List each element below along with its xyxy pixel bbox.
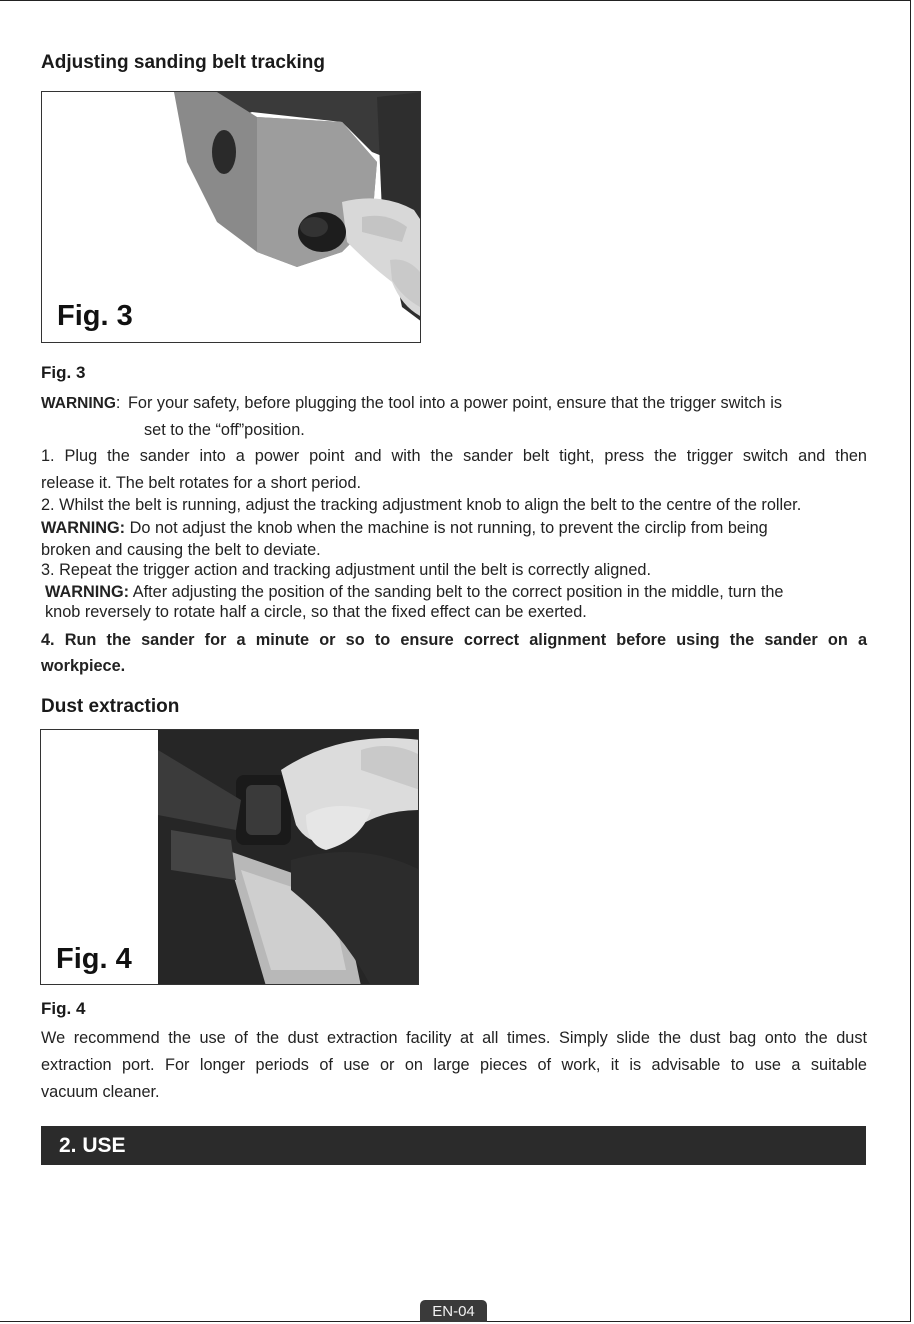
figure-4-caption: Fig. 4 (41, 999, 86, 1018)
step-4-line-2: workpiece. (41, 657, 126, 675)
dust-para-line-2: extraction port. For longer periods of use or on large pieces of work, it is advisable to use a suitable (41, 1056, 867, 1074)
section-title-dust-extraction: Dust extraction (41, 696, 180, 717)
step-1-line-1: 1. Plug the sander into a power point and with the sander belt tight, press the trigger switch and then (41, 447, 867, 465)
figure-3-caption: Fig. 3 (41, 363, 86, 382)
warning-2-text-1: Do not adjust the knob when the machine is not running, to prevent the circlip from being (125, 519, 768, 537)
warning-2-label: WARNING: (41, 519, 126, 537)
step-2: 2. Whilst the belt is running, adjust the tracking adjustment knob to align the belt to the centre of the roller. (41, 496, 802, 514)
warning-1-text-1: For your safety, before plugging the tool into a power point, ensure that the trigger switch is (127, 394, 783, 412)
warning-3-line-2: knob reversely to rotate half a circle, so that the fixed effect can be exerted. (45, 603, 587, 621)
warning-3-text-1: After adjusting the position of the sanding belt to the correct position in the middle, turn the (129, 583, 784, 601)
figure-4 (40, 729, 419, 985)
figure-4-label: Fig. 4 (56, 943, 132, 975)
step-3: 3. Repeat the trigger action and tracking adjustment until the belt is correctly aligned. (41, 561, 651, 579)
warning-1-colon: : (115, 394, 121, 412)
warning-1-label: WARNING (41, 395, 116, 412)
step-4-line-1: 4. Run the sander for a minute or so to ensure correct alignment before using the sander on a (41, 631, 867, 649)
warning-1-line-1 (41, 394, 782, 413)
figure-3-label: Fig. 3 (57, 300, 133, 332)
warning-2-line-2: broken and causing the belt to deviate. (41, 541, 321, 559)
warning-2-line-1 (41, 519, 768, 538)
use-section-heading-bar: 2. USE (41, 1126, 866, 1165)
warning-3-line-1 (45, 583, 783, 602)
dust-para-line-3: vacuum cleaner. (41, 1083, 160, 1101)
page-number: EN-04 (420, 1300, 487, 1322)
dust-para-line-1: We recommend the use of the dust extraction facility at all times. Simply slide the dust bag onto the dust (41, 1029, 867, 1047)
section-title-belt-tracking: Adjusting sanding belt tracking (41, 52, 325, 73)
step-1-line-2: release it. The belt rotates for a short period. (41, 474, 362, 492)
warning-1-text-2: set to the “off”position. (144, 421, 305, 439)
figure-3 (41, 91, 421, 343)
warning-3-label: WARNING: (45, 583, 130, 601)
